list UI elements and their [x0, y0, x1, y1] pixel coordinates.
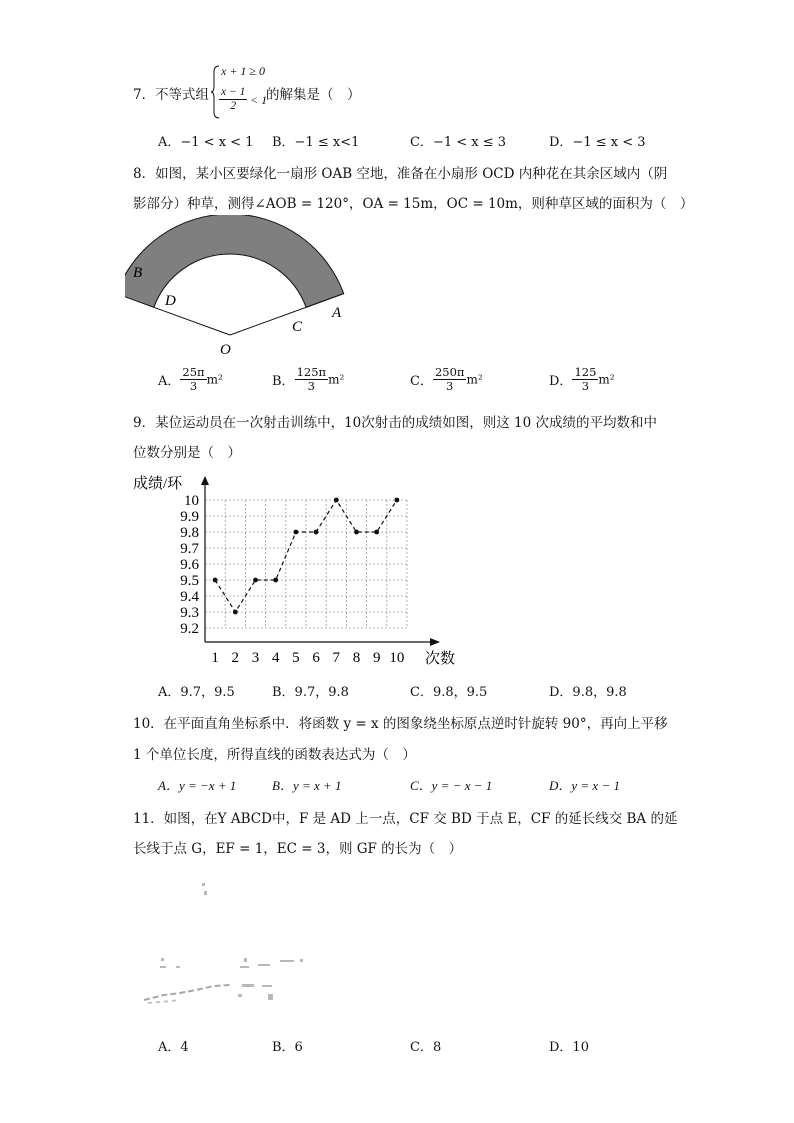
q8-option-b[interactable]: [272, 366, 344, 393]
q8-stem-line-1: 8．如图，某小区要绿化一扇形 OAB 空地，准备在小扇形 OCD 内种花在其余区域内（阴: [133, 166, 668, 182]
label-o: O: [220, 342, 231, 358]
q9-option-b[interactable]: B．9.7，9.8: [272, 685, 349, 700]
q10-option-b[interactable]: B．y = x + 1: [272, 778, 342, 793]
x-tick-label: 6: [312, 650, 320, 666]
q9-stem-line-2: 位数分别是（ ）: [133, 445, 241, 461]
y-tick-label: 9.3: [180, 605, 199, 621]
q8-option-a-unit: m²: [206, 372, 223, 387]
data-point: [233, 610, 238, 615]
q7-inequality-2-relation: < 1: [250, 93, 268, 107]
y-tick-label: 10: [184, 493, 199, 509]
parallelogram-figure-remnant: [140, 880, 320, 1010]
label-d: D: [165, 293, 176, 309]
q8-option-c[interactable]: [410, 366, 483, 393]
score-line-chart: [125, 466, 465, 672]
data-point: [314, 530, 319, 535]
data-point: [273, 578, 278, 583]
y-axis-title: 成绩/环: [133, 476, 183, 492]
segment-ob: [154, 307, 230, 335]
q7-inequality-2-fraction: [219, 86, 247, 113]
data-point: [395, 498, 400, 503]
q8-option-c-den: 3: [446, 379, 454, 393]
q9-option-d[interactable]: D．9.8，9.8: [549, 685, 627, 700]
q8-option-c-unit: m²: [466, 372, 483, 387]
data-point: [294, 530, 299, 535]
q8-option-b-num: 125π: [296, 365, 327, 379]
q8-stem-line-2: 影部分）种草，测得∠AOB = 120°，OA = 15m，OC = 10m，则种草区域的面积为（ ）: [133, 196, 694, 212]
q8-option-c-num: 250π: [434, 365, 465, 379]
q11-option-c[interactable]: C．8: [410, 1040, 442, 1055]
x-tick-label: 5: [292, 650, 300, 666]
q9-option-a[interactable]: A．9.7，9.5: [158, 685, 235, 700]
q10-option-d[interactable]: D．y = x − 1: [549, 778, 620, 793]
q10-stem-line-2: 1 个单位长度，所得直线的函数表达式为（ ）: [133, 747, 416, 763]
q7-prefix: 不等式组: [155, 87, 209, 103]
y-tick-label: 9.7: [180, 541, 199, 557]
q10-stem-line-1: 10．在平面直角坐标系中．将函数 y = x 的图象绕坐标原点逆时针旋转 90°，再向上平移: [133, 716, 668, 732]
q8-option-a-letter: A．: [158, 374, 181, 389]
x-axis-title: 次数: [425, 651, 456, 667]
y-tick-label: 9.6: [180, 557, 199, 573]
segment-oa: [230, 294, 344, 335]
q8-option-a[interactable]: [158, 366, 223, 393]
q7-number: 7．: [133, 87, 156, 103]
x-tick-label: 8: [352, 650, 361, 666]
q10-option-a[interactable]: A．y = −x + 1: [158, 778, 237, 793]
q11-option-a[interactable]: A．4: [158, 1040, 189, 1055]
data-point: [354, 530, 359, 535]
y-tick-label: 9.4: [180, 589, 199, 605]
data-point: [374, 530, 379, 535]
q7-suffix: 的解集是（ ）: [266, 87, 361, 103]
y-tick-label: 9.2: [180, 621, 199, 637]
label-b: B: [133, 265, 143, 281]
q7-option-b[interactable]: B．−1 ≤ x<1: [272, 135, 360, 150]
q8-option-d-den: 3: [581, 379, 590, 393]
label-c: C: [292, 319, 303, 335]
x-tick-label: 3: [251, 650, 260, 666]
q7-option-a[interactable]: A．−1 < x < 1: [158, 135, 254, 150]
q8-option-d[interactable]: [549, 366, 615, 393]
q7-inequality-1: x + 1 ≥ 0: [221, 64, 266, 78]
y-tick-label: 9.8: [180, 525, 199, 541]
x-axis-arrow-icon: [430, 638, 440, 646]
q11-stem-line-1: 11．如图，在Y ABCD中，F 是 AD 上一点，CF 交 BD 于点 E，CF 的延长线交 BA 的延: [133, 811, 678, 827]
x-tick-label: 9: [372, 650, 381, 666]
q8-option-b-unit: m²: [328, 372, 345, 387]
q7-fraction-denominator: 2: [230, 100, 237, 112]
q8-option-a-num: 25π: [182, 365, 205, 379]
q11-option-d[interactable]: D．10: [549, 1040, 589, 1055]
q8-option-d-num: 125: [574, 365, 597, 379]
q8-option-d-fraction: [572, 366, 598, 393]
q11-option-b[interactable]: B．6: [272, 1040, 303, 1055]
q9-option-c[interactable]: C．9.8，9.5: [410, 685, 488, 700]
q10-option-c[interactable]: C．y = − x − 1: [410, 778, 493, 793]
q7-option-d[interactable]: D．−1 ≤ x < 3: [549, 135, 646, 150]
q8-option-a-den: 3: [189, 379, 198, 393]
q8-option-d-letter: D．: [549, 374, 573, 389]
q8-option-c-letter: C．: [410, 374, 433, 389]
data-point: [334, 498, 339, 503]
y-tick-label: 9.5: [180, 573, 199, 589]
q9-stem-line-1: 9．某位运动员在一次射击训练中，10次射击的成绩如图，则这 10 次成绩的平均数和中: [133, 415, 658, 431]
q8-option-b-letter: B．: [272, 374, 295, 389]
q8-option-d-unit: m²: [598, 372, 615, 387]
x-tick-label: 10: [389, 650, 405, 666]
q11-stem-line-2: 长线于点 G，EF = 1，EC = 3，则 GF 的长为（ ）: [133, 841, 463, 857]
q8-option-b-den: 3: [307, 379, 315, 393]
x-tick-label: 7: [332, 650, 341, 666]
x-tick-label: 2: [231, 650, 240, 666]
q8-option-b-fraction: [295, 366, 329, 393]
y-axis-arrow-icon: [201, 476, 209, 485]
x-tick-label: 1: [211, 650, 219, 666]
y-tick-label: 9.9: [180, 509, 199, 525]
data-point: [213, 578, 218, 583]
q7-option-c[interactable]: C．−1 < x ≤ 3: [410, 135, 507, 150]
label-a: A: [332, 305, 342, 321]
shaded-region: [125, 215, 344, 307]
sector-figure: [125, 215, 355, 360]
x-tick-label: 4: [271, 650, 280, 666]
q7-fraction-numerator: x − 1: [221, 86, 246, 98]
data-point: [253, 578, 258, 583]
q8-option-a-fraction: [180, 366, 206, 393]
q8-option-c-fraction: [433, 366, 467, 393]
